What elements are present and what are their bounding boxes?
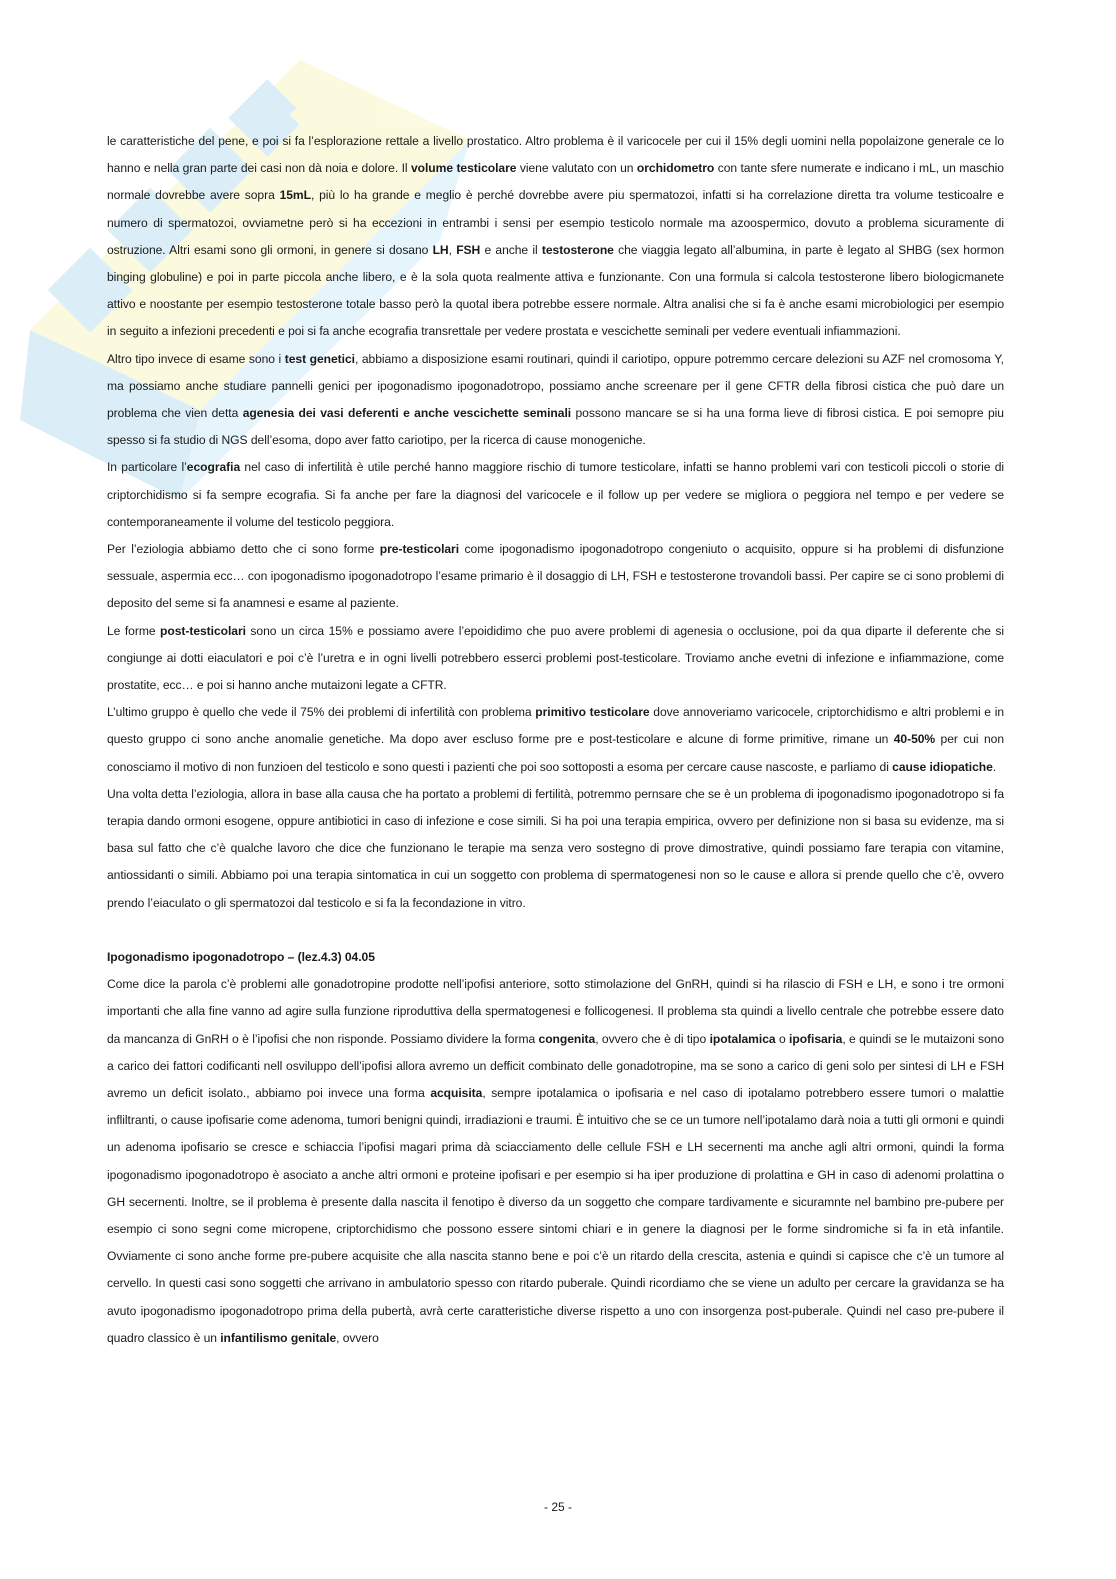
text-run: che viaggia legato all’albumina, in parte è legato al SHBG (sex hormon binging globuline) e poi in parte piccola anche libero, e è la sola quota realmente attiva e funzionante. Con una formula si calcola testosterone libero biologicmanete attivo e noostante per esempio testosterone totale basso però la quotal ibera potrebbe essere normale. Altra analisi che si fa è anche esami microbiologici per esempio in seguito a infezioni precedenti e poi si fa anche ecografia transrettale per vedere prostata e vescichette seminali per vedere eventuali infiammazioni. [107, 242, 1004, 339]
text-run: con tante sfere numerate e indicano i mL, un maschio normale dovrebbe avere sopra [107, 161, 1004, 203]
document-body [107, 128, 1004, 1352]
bold-term: testosterone [541, 242, 614, 257]
text-run: Come dice la parola c’è problemi alle gonadotropine prodotte nell’ipofisi anteriore, sotto stimolazione del GnRH, quindi si ha rilascio di FSH e LH, e sono i tre ormoni importanti che alla fine vanno ad agire sulla funzione riproduttiva della spermatogenesi e follicogenesi. Il problema sta quindi a livello centrale che potrebbe essere dato da mancanza di GnRH o è l’ipofisi che non risponde. Possiamo dividere la forma [107, 977, 1004, 1046]
page-number: - 25 - [543, 1500, 572, 1514]
paragraph [107, 346, 1004, 455]
text-run: In particolare l’ [107, 460, 187, 475]
paragraph [107, 618, 1004, 700]
paragraph [107, 699, 1004, 781]
bold-term: ecografia [186, 460, 241, 475]
text-run: possono mancare se si ha una forma lieve di fibrosi cistica. E poi semopre piu spesso si fa studio di NGS dell’esoma, dopo aver fatto cariotipo, per la ricerca di cause monogeniche. [107, 406, 1004, 448]
bold-term: LH [432, 242, 449, 257]
text-run: , ovvero che è di tipo [595, 1031, 710, 1046]
text-run: , abbiamo a disposizione esami routinari, quindi il cariotipo, oppure potremmo cercare delezioni su AZF nel cromosoma Y, ma possiamo anche studiare pannelli genici per ipogonadismo ipogonadotropo, possiamo anche screenare per il gene CFTR della fibrosi cistica che può dare un problema che vien detta [107, 351, 1004, 421]
text-run: , ovvero [336, 1330, 379, 1345]
text-run: e anche il [480, 242, 542, 257]
bold-term: infantilismo genitale [220, 1330, 337, 1345]
bold-term: test genetici [284, 351, 355, 366]
section-heading: Ipogonadismo ipogonadotropo – (lez.4.3) 04.05 [107, 949, 375, 964]
text-run: Una volta detta l’eziologia, allora in base alla causa che ha portato a problemi di fertilità, potremmo pernsare che se è un problema di ipogonadismo ipogonadotropo si fa terapia dando ormoni esogene, oppure antibiotici in caso di infezione e cose simili. Si ha poi una terapia empirica, ovvero per definizione non si basa su evidenze, ma si basa sul fatto che c’è qualche lavoro che dice che funzionano le terapie ma senza vero sostegno di prove dimostrative, quindi possiamo fare terapia con vitamine, antiossidanti o simili. Abbiamo poi una terapia sintomatica in cui un soggetto con problema di spermatogenesi non so le cause e allora si prende quello che c’è, ovvero prendo l’eiaculato o gli spermatozoi dal testicolo e si fa la fecondazione in vitro. [107, 786, 1004, 910]
text-run: Per l’eziologia abbiamo detto che ci sono forme [107, 542, 380, 557]
text-run: , sempre ipotalamica o ipofisaria e nel caso di ipotalamo potrebbero essere tumori o malattie infliltranti, o cause ipofisarie come adenoma, tumori benigni quindi, irradiazioni e traumi. È intuitivo che se ce un tumore nell’ipotalamo darà noia a tutti gli ormoni e quindi un adenoma ipofisario se cresce e schiaccia l’ipofisi magari prima dà sciacciamento delle cellule FSH e LH secernenti ma anche agli altri ormoni, quindi la forma ipogonadismo ipogonadotropo è asociato a anche altri ormoni e proteine ipofisari e per esempio si ha iper produzione di prolattina e GH in caso di adenomi prolattina o GH secernenti. Inoltre, se il problema è presente dalla nascita il fenotipo è diverso da un soggetto che compare tardivamente e sicuramnte nel bambino pre-pubere per esempio ci sono segni come micropene, criptorchidismo che possono essere sintomi chiari e in genere la diagnosi per le forme sindromiche si fa in età infantile. Ovviamente ci sono anche forme pre-pubere acquisite che alla nascita stanno bene e poi c’è un ritardo della crescita, astenia e quindi si capisce che c’è un tumore al cervello. In questi casi sono soggetti che arrivano in ambulatorio spesso con ritardo puberale. Quindi ricordiamo che se viene un adulto per cercare la gravidanza se ha avuto ipogonadismo ipogonadotropo prima della pubertà, avrà certe caratteristiche diverse rispetto a uno con insorgenza post-puberale. Quindi nel caso pre-pubere il quadro classico è un [107, 1085, 1004, 1345]
text-run: dove annoveriamo varicocele, criptorchidismo e altri problemi e in questo gruppo ci sono anche anomalie genetiche. Ma dopo aver escluso forme pre e post-testicolare e alcune di forme primitive, rimane un [107, 705, 1005, 747]
text-run: nel caso di infertilità è utile perché hanno maggiore rischio di tumore testicolare, infatti se hanno problemi vari con testicoli piccoli o storie di criptorchidismo si fa sempre ecografia. Si fa anche per fare la diagnosi del varicocele e il follow up per vedere se migliora o peggiora nel tempo e per vedere se contemporaneamente il volume del testicolo peggiora. [107, 460, 1005, 529]
text-run: come ipogonadismo ipogonadotropo congeniuto o acquisito, oppure si ha problemi di disfunzione sessuale, aspermia ecc… con ipogonadismo ipogonadotropo l’esame primario è il dosaggio di LH, FSH e testosterone trovandoli bassi. Per capire se ci sono problemi di deposito del seme si fa anamnesi e esame al paziente. [107, 542, 1004, 611]
text-run: L’ultimo gruppo è quello che vede il 75% dei problemi di infertilità con problema [107, 705, 536, 720]
text-run: le caratteristiche del pene, e poi si fa l’esplorazione rettale a livello prostatico. Altro problema è il varicocele per cui il 15% degli uomini nella popolaizone generale ce lo hanno e nella gran parte dei casi non dà noia e dolore. Il [107, 134, 1004, 176]
bold-term: pre-testicolari [379, 542, 460, 557]
bold-term: FSH [456, 242, 481, 257]
text-run: per cui non conosciamo il motivo di non funzioen del testicolo e sono questi i pazienti che poi soo sottoposti a esoma per cercare cause nascoste, e parliamo di [107, 732, 1004, 774]
paragraph [107, 128, 1004, 346]
text-run: , più lo ha grande e meglio è perché dovrebbe avere piu spermatozoi, infatti si ha correlazione diretta tra volume testicoalre e numero di spermatozoi, ovviametne però si ha eccezioni in entrambi i sensi per esempio testicolo normale ma azoospermico, dovuto a problema sicuramente di ostruzione. Altri esami sono gli ormoni, in genere si dosano [107, 188, 1004, 257]
paragraph [107, 781, 1004, 917]
text-run: , e quindi se le mutaizoni sono a carico dei fattori codificanti nell osviluppo dell’ipofisi allora avremo un defficit combinato delle gonadotropine, ma se sono a carico di geni solo per sintesi di LH e FSH avremo un deficit isolato., abbiamo poi invece una forma [107, 1031, 1005, 1100]
intro-paragraphs [107, 128, 1004, 917]
bold-term: agenesia dei vasi deferenti e anche vescichette seminali [242, 406, 572, 421]
section-paragraphs [107, 971, 1004, 1352]
bold-term: primitivo testicolare [535, 705, 650, 720]
text-run: o [775, 1031, 790, 1046]
text-run: sono un circa 15% e possiamo avere l’epoididimo che puo avere problemi di agenesia o occlusione, poi da qua diparte il deferente che si congiunge ai dotti eiaculatori e poi c’è l’uretra e in ogni livelli potrebbero esserci problemi post-testicolare. Troviamo anche evetni di infezione e infiammazione, come prostatite, ecc… e poi si hanno anche mutaizoni legate a CFTR. [107, 623, 1004, 693]
paragraph [107, 536, 1004, 618]
bold-term: ipofisaria [789, 1031, 843, 1046]
bold-term: cause idiopatiche [892, 759, 993, 774]
bold-term: 40-50% [893, 732, 936, 747]
text-run: Le forme [107, 623, 161, 638]
text-run: Altro tipo invece di esame sono i [107, 351, 285, 366]
paragraph [107, 971, 1004, 1352]
bold-term: 15mL [279, 188, 311, 203]
text-run: viene valutato con un [516, 161, 637, 176]
bold-term: congenita [538, 1031, 596, 1046]
bold-term: volume testicolare [410, 161, 517, 176]
bold-term: ipotalamica [709, 1031, 776, 1046]
bold-term: orchidometro [636, 161, 715, 176]
bold-term: post-testicolari [160, 623, 246, 638]
paragraph [107, 454, 1004, 536]
text-run: , [448, 242, 457, 257]
text-run: . [992, 759, 997, 774]
bold-term: acquisita [430, 1085, 483, 1100]
